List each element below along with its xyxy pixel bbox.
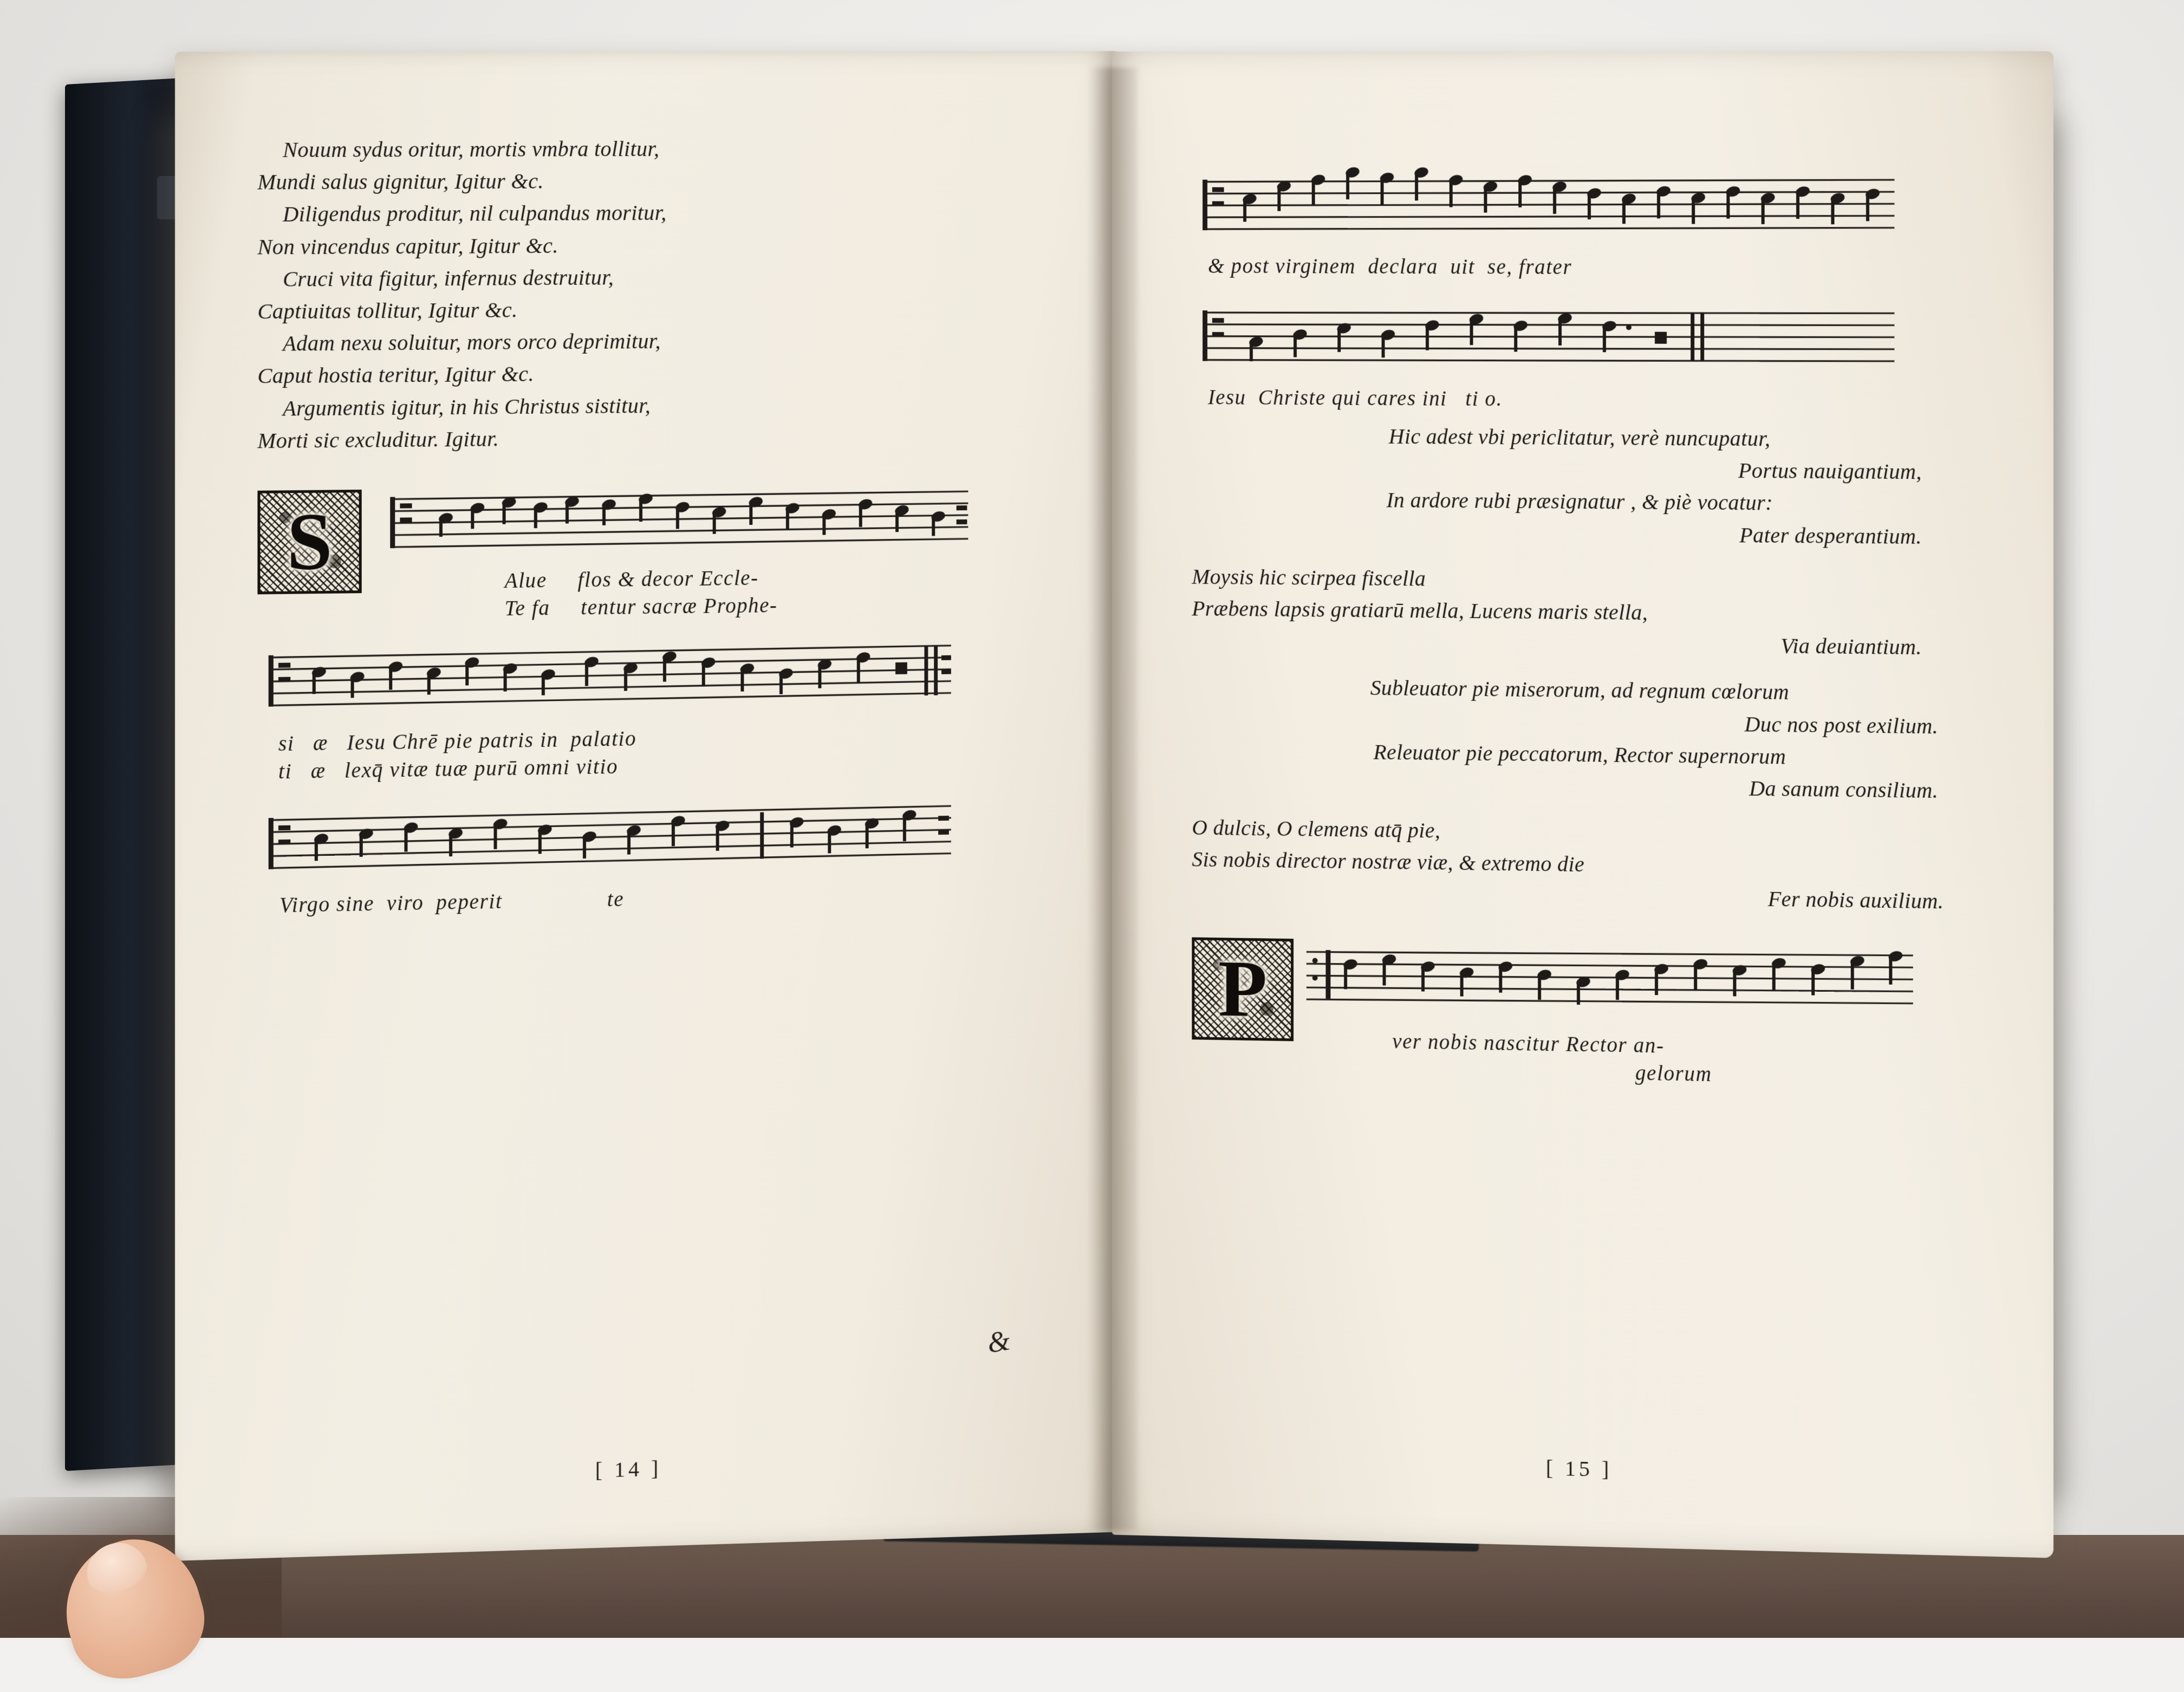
verse-line: Moysis hic scirpea fiscella xyxy=(1192,564,1426,591)
page-number-right: [ 15 ] xyxy=(1545,1455,1613,1482)
verse-block-left xyxy=(257,132,1036,457)
verse-line: Diligendus proditur, nil culpandus moritur, xyxy=(283,200,667,227)
fleuron-ornament: & xyxy=(985,1323,1012,1359)
stave-3 xyxy=(257,796,1036,880)
music-system-3 xyxy=(257,796,1036,918)
page-left-content xyxy=(175,51,1116,1561)
stave-2-lyric-line-1: si æ Iesu Chrē pie patris in palatio xyxy=(278,727,637,756)
music-system-1 xyxy=(257,483,1036,624)
decorated-initial-s: S xyxy=(257,490,361,594)
verse-line: In ardore rubi præsignatur , & piè vocatur: xyxy=(1386,487,1773,516)
verse-line: Captiuitas tollitur, Igitur &c. xyxy=(257,297,518,324)
verse-line: Sis nobis director nostræ viæ, & extremo die xyxy=(1192,847,1585,877)
verse-line: Mundi salus gignitur, Igitur &c. xyxy=(257,168,544,194)
verse-line: Morti sic excluditur. Igitur. xyxy=(257,426,499,453)
stave-1-lyric-line-1: Alue flos & decor Eccle- xyxy=(504,566,759,593)
page-right-content xyxy=(1112,51,2053,1558)
stave-5 xyxy=(1192,300,1971,376)
decorated-initial-p: P xyxy=(1192,937,1294,1041)
stave-1-lyric-line-2: Te fa tentur sacræ Prophe- xyxy=(504,594,778,621)
verse-line: Præbens lapsis gratiarū mella, Lucens maris stella, xyxy=(1192,596,1648,625)
stave-5-lyric-line: Iesu Christe qui cares ini ti o. xyxy=(1207,386,1503,411)
verse-line: Nouum sydus oritur, mortis vmbra tollitur, xyxy=(283,136,660,162)
music-system-4 xyxy=(1192,166,1971,281)
hand-thumb xyxy=(43,1508,222,1643)
verse-line: Cruci vita figitur, infernus destruitur, xyxy=(283,265,614,291)
page-left[interactable] xyxy=(175,51,1116,1561)
stave-6 xyxy=(1301,939,1924,1016)
verse-line: Fer nobis auxilium. xyxy=(1767,887,1944,914)
verse-line: O dulcis, O clemens atq̄ pie, xyxy=(1192,815,1441,843)
book-gutter xyxy=(1089,68,1138,1530)
stave-4 xyxy=(1192,166,1971,243)
stave-3-lyric-line: Virgo sine viro peperit te xyxy=(279,887,625,917)
page-number-left: [ 14 ] xyxy=(595,1456,662,1482)
verse-line: Hic adest vbi periclitatur, verè nuncupatur, xyxy=(1388,424,1771,451)
stave-2 xyxy=(257,637,1036,718)
verse-line: Via deuiantium. xyxy=(1780,633,1922,660)
verse-line: Duc nos post exilium. xyxy=(1744,711,1939,738)
verse-line: Pater desperantium. xyxy=(1739,522,1922,549)
music-system-2 xyxy=(257,637,1036,784)
stave-4-lyric-line: & post virginem declara uit se, frater xyxy=(1207,254,1572,279)
stave-6-lyric-line-1: ver nobis nascitur Rector an- xyxy=(1392,1030,1665,1058)
verse-line: Da sanum consilium. xyxy=(1749,776,1939,803)
verse-line: Subleuator pie miserorum, ad regnum cœlorum xyxy=(1370,675,1790,705)
music-system-6 xyxy=(1192,937,1971,1091)
verse-blocks-right xyxy=(1192,419,1971,918)
verse-line: Adam nexu soluitur, mors orco deprimitur, xyxy=(283,328,661,356)
stave-6-lyric-line-2: gelorum xyxy=(1635,1061,1712,1086)
verse-line: Portus nauigantium, xyxy=(1738,458,1922,484)
page-right[interactable] xyxy=(1112,51,2053,1558)
verse-line: Releuator pie peccatorum, Rector supernorum xyxy=(1373,739,1786,769)
verse-line: Non vincendus capitur, Igitur &c. xyxy=(257,233,558,259)
verse-line: Argumentis igitur, in his Christus sistitur, xyxy=(283,393,651,420)
music-system-5 xyxy=(1192,300,1971,414)
stave-2-lyric-line-2: ti æ lexq̄ vitæ tuæ purū omni vitio xyxy=(278,754,619,784)
open-book[interactable] xyxy=(179,51,2047,1595)
stave-1 xyxy=(374,484,984,555)
verse-line: Caput hostia teritur, Igitur &c. xyxy=(257,361,534,388)
